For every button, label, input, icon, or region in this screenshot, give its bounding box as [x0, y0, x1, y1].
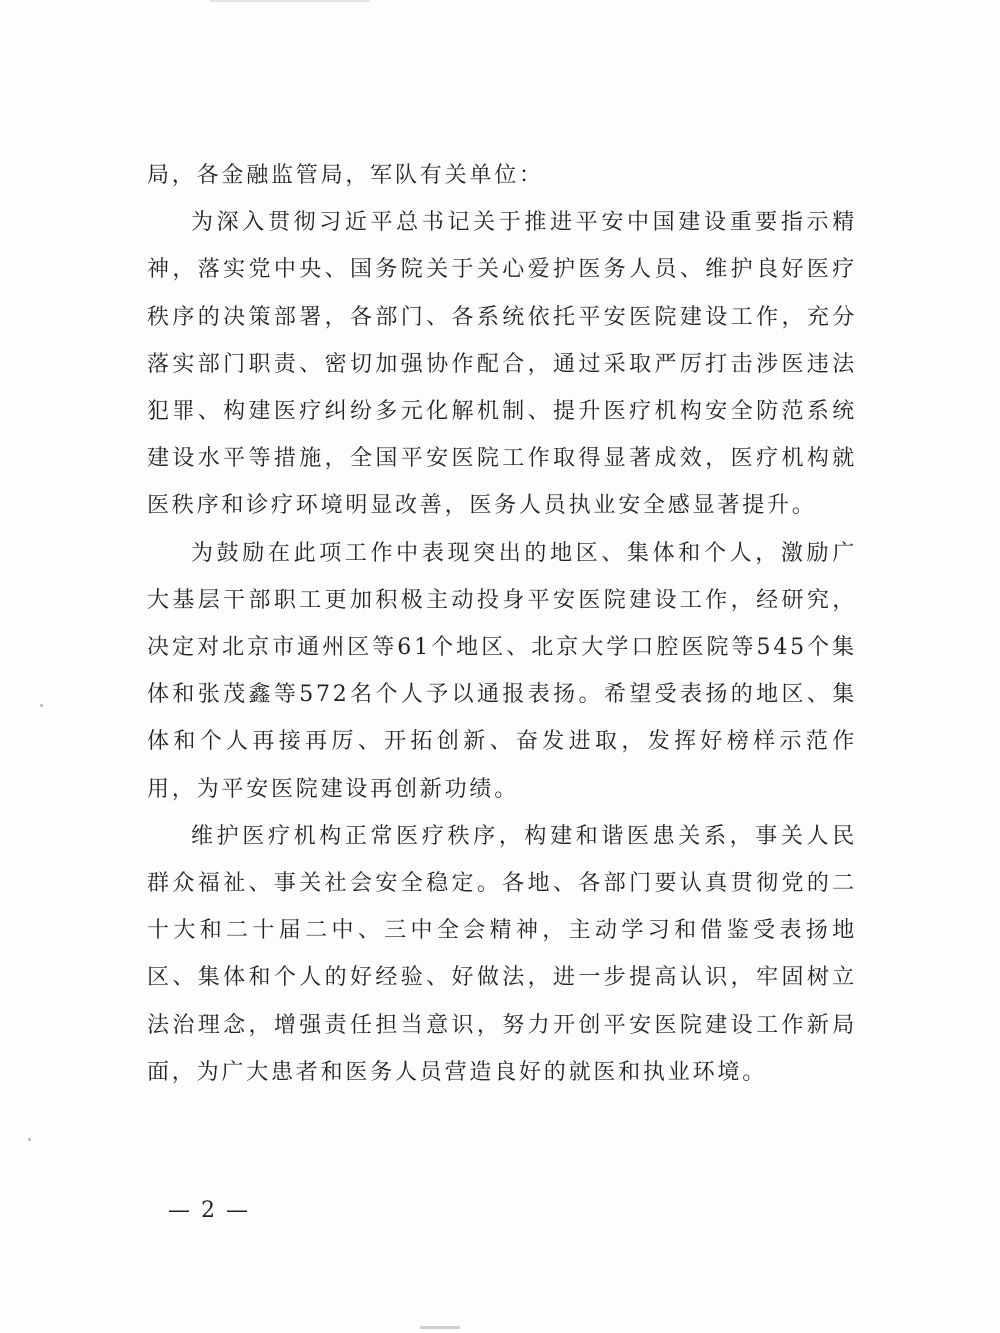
- scan-speck: [40, 704, 43, 707]
- document-body: [147, 152, 857, 1096]
- page-number: — 2 —: [168, 1198, 250, 1223]
- scan-edge-mark: [210, 0, 370, 2]
- paragraph-2: 为鼓励在此项工作中表现突出的地区、集体和个人，激励广大基层干部职工更加积极主动投身平安医院建设工作，经研究，决定对北京市通州区等61个地区、北京大学口腔医院等545个集体和张茂鑫等572名个人予以通报表扬。希望受表扬的地区、集体和个人再接再厉、开拓创新、奋发进取，发挥好榜样示范作用，为平安医院建设再创新功绩。: [147, 540, 857, 802]
- scan-speck: [28, 1138, 31, 1141]
- salutation-line: 局，各金融监管局，军队有关单位：: [147, 163, 544, 188]
- paragraph-1: 为深入贯彻习近平总书记关于推进平安中国建设重要指示精神，落实党中央、国务院关于关心爱护医务人员、维护良好医疗秩序的决策部署，各部门、各系统依托平安医院建设工作，充分落实部门职责、密切加强协作配合，通过采取严厉打击涉医违法犯罪、构建医疗纠纷多元化解机制、提升医疗机构安全防范系统建设水平等措施，全国平安医院工作取得显著成效，医疗机构就医秩序和诊疗环境明显改善，医务人员执业安全感显著提升。: [147, 210, 857, 519]
- paragraph-3: 维护医疗机构正常医疗秩序，构建和谐医患关系，事关人民群众福祉、事关社会安全稳定。各地、各部门要认真贯彻党的二十大和二十届二中、三中全会精神，主动学习和借鉴受表扬地区、集体和个人的好经验、好做法，进一步提高认识，牢固树立法治理念，增强责任担当意识，努力开创平安医院建设工作新局面，为广大患者和医务人员营造良好的就医和执业环境。: [147, 823, 857, 1085]
- scan-edge-mark: [420, 1326, 460, 1329]
